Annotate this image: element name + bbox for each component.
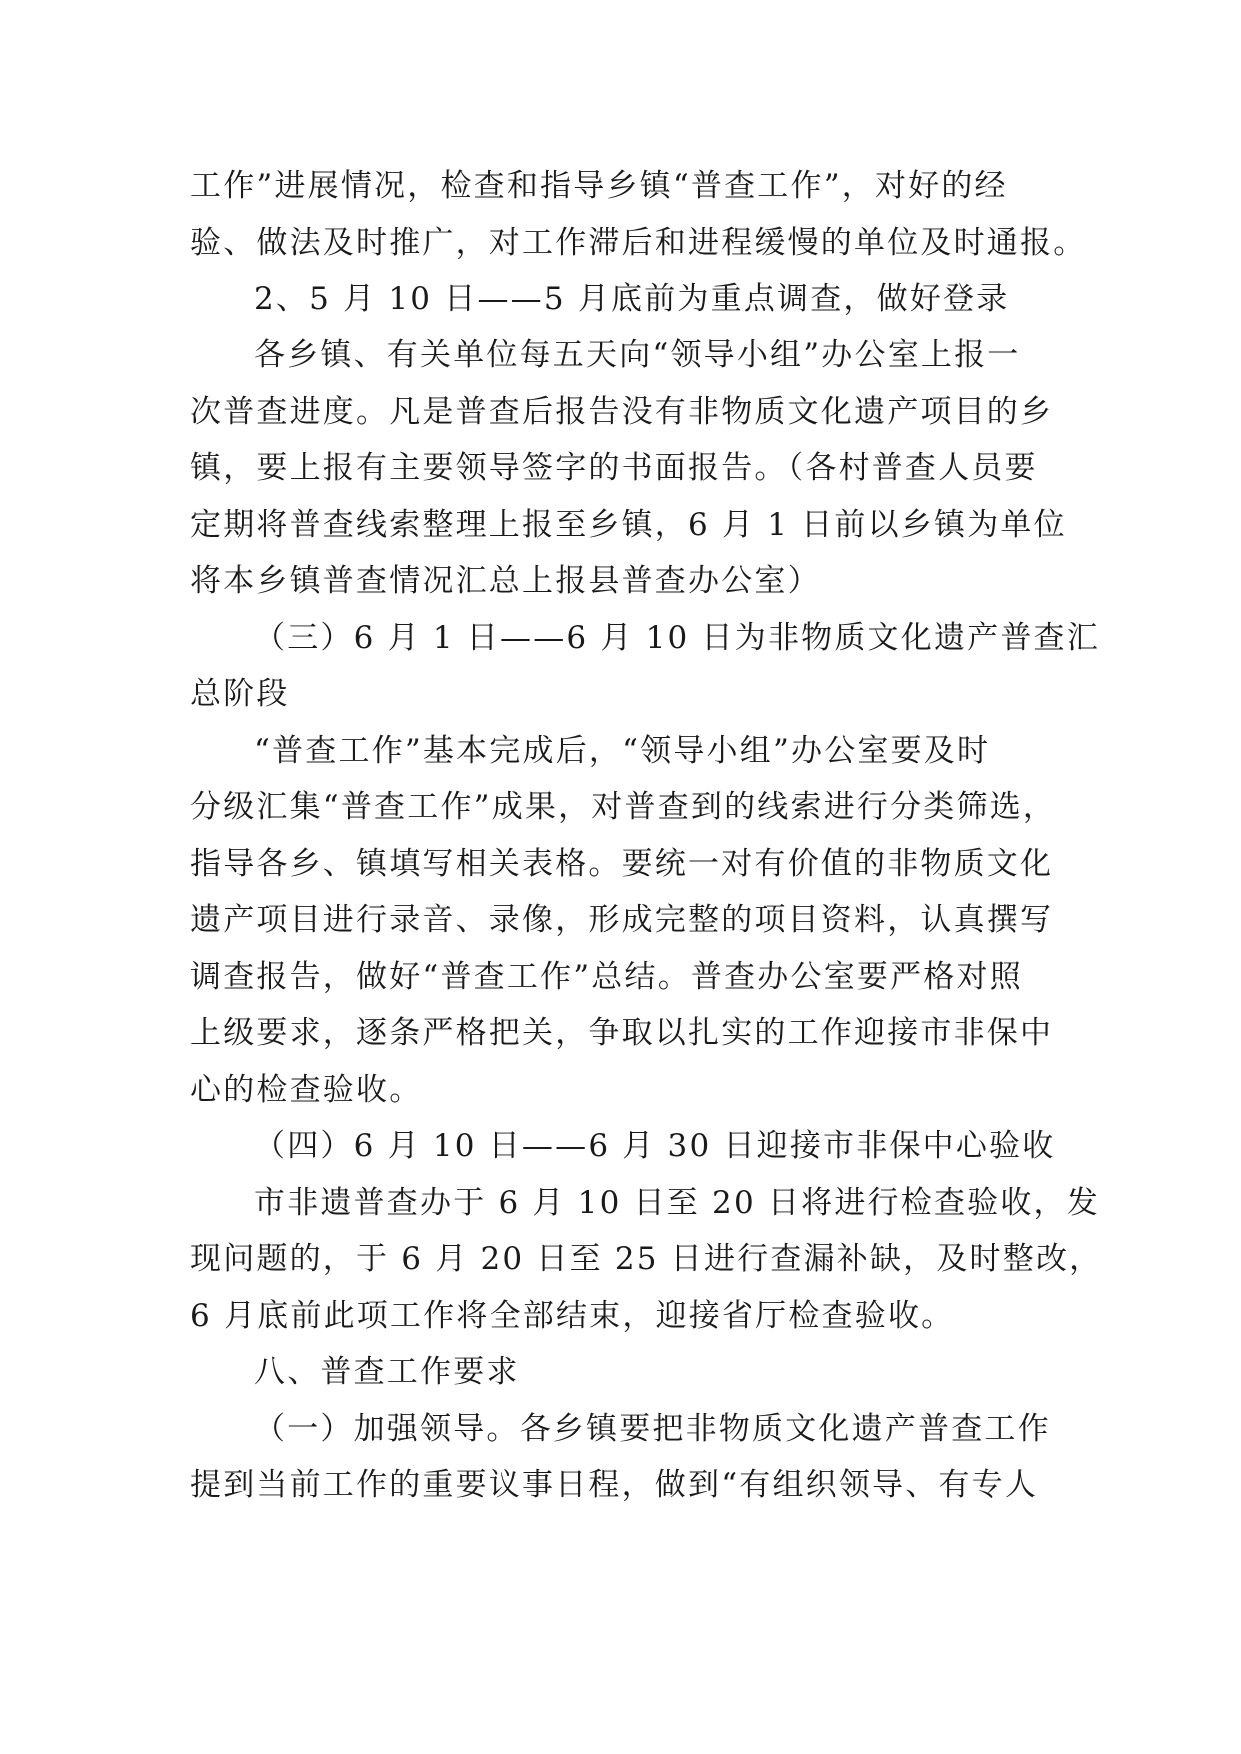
text-line: 各乡镇、有关单位每五天向“领导小组”办公室上报一 xyxy=(254,337,1021,373)
text-line: 镇，要上报有主要领导签字的书面报告。（各村普查人员要 xyxy=(190,450,1038,486)
text-line: 遗产项目进行录音、录像，形成完整的项目资料，认真撰写 xyxy=(190,902,1054,938)
section-heading-continued: 总阶段 xyxy=(190,676,290,712)
text-line: 现问题的，于 6 月 20 日至 25 日进行查漏补缺，及时整改， xyxy=(190,1241,1103,1277)
text-line: 上级要求，逐条严格把关，争取以扎实的工作迎接市非保中 xyxy=(190,1015,1054,1051)
text-line: 定期将普查线索整理上报至乡镇，6 月 1 日前以乡镇为单位 xyxy=(190,507,1067,543)
section-heading: 2、5 月 10 日——5 月底前为重点调查，做好登录 xyxy=(254,281,1010,317)
text-line: 市非遗普查办于 6 月 10 日至 20 日将进行检查验收，发 xyxy=(254,1185,1100,1221)
text-line: （一）加强领导。各乡镇要把非物质文化遗产普查工作 xyxy=(254,1411,1051,1447)
text-line: 次普查进度。凡是普查后报告没有非物质文化遗产项目的乡 xyxy=(190,394,1054,430)
text-line: 将本乡镇普查情况汇总上报县普查办公室） xyxy=(190,563,821,599)
section-heading: （四）6 月 10 日——6 月 30 日迎接市非保中心验收 xyxy=(254,1128,1056,1164)
text-line: 分级汇集“普查工作”成果，对普查到的线索进行分类筛选， xyxy=(190,789,1057,825)
text-line: 提到当前工作的重要议事日程，做到“有组织领导、有专人 xyxy=(190,1467,1039,1503)
text-line: 6 月底前此项工作将全部结束，迎接省厅检查验收。 xyxy=(190,1298,955,1334)
text-line: 心的检查验收。 xyxy=(190,1072,423,1108)
section-heading: 八、普查工作要求 xyxy=(254,1354,520,1390)
text-line: “普查工作”基本完成后，“领导小组”办公室要及时 xyxy=(254,733,991,769)
text-line: 指导各乡、镇填写相关表格。要统一对有价值的非物质文化 xyxy=(190,846,1054,882)
text-line: 工作”进展情况，检查和指导乡镇“普查工作”，对好的经 xyxy=(190,168,1008,204)
text-line: 验、做法及时推广，对工作滞后和进程缓慢的单位及时通报。 xyxy=(190,225,1087,261)
text-line: 调查报告，做好“普查工作”总结。普查办公室要严格对照 xyxy=(190,959,1023,995)
section-heading: （三）6 月 1 日——6 月 10 日为非物质文化遗产普查汇 xyxy=(254,620,1100,656)
